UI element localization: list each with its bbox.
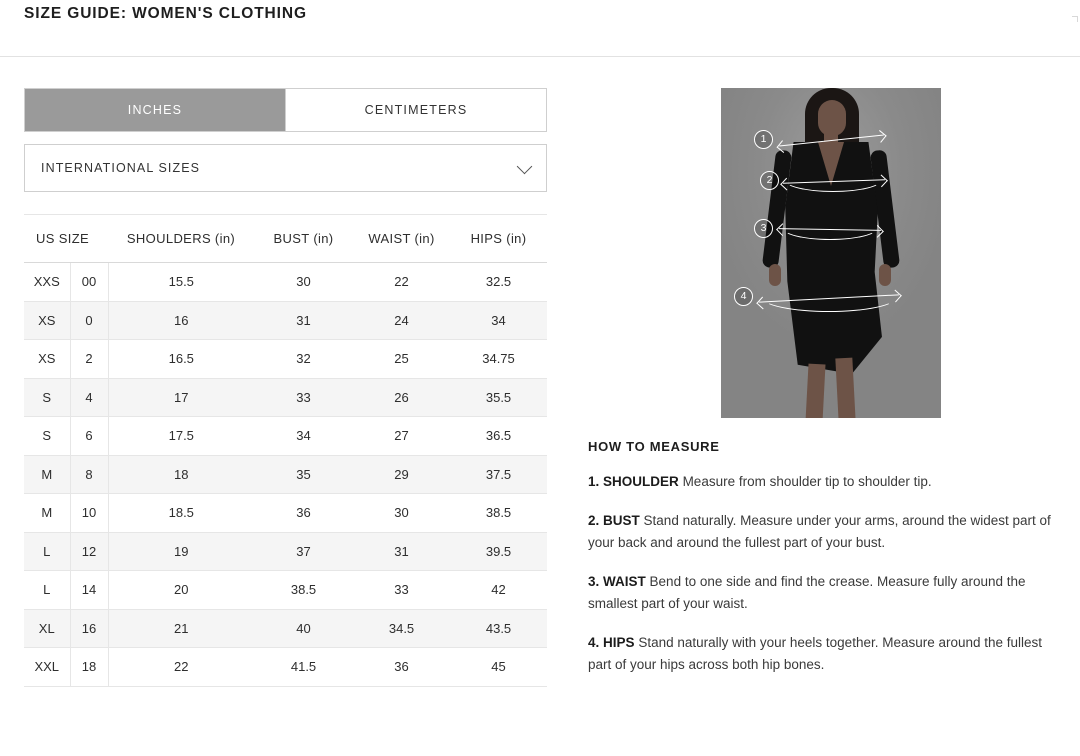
table-row — [24, 417, 547, 456]
cell-hips: 45 — [450, 648, 547, 687]
corner-decoration — [1072, 16, 1078, 22]
item-text: Bend to one side and find the crease. Measure fully around the smallest part of your waist. — [588, 574, 1026, 611]
cell-hips: 34 — [450, 301, 547, 340]
item-number: 4. — [588, 635, 600, 650]
unit-toggle — [24, 88, 547, 132]
item-text: Stand naturally with your heels together. Measure around the fullest part of your hips across both hip bones. — [588, 635, 1043, 672]
model-leg-left — [805, 364, 825, 418]
cell-bust: 31 — [254, 301, 353, 340]
measurement-diagram — [721, 88, 941, 418]
cell-us-letter: M — [24, 455, 70, 494]
cell-shoulders: 17 — [108, 378, 254, 417]
waist-measure-arc — [781, 214, 879, 240]
table-row — [24, 263, 547, 302]
model-hand-left — [769, 264, 781, 286]
marker-4-hips: 4 — [734, 287, 753, 306]
tab-centimeters[interactable]: CENTIMETERS — [285, 89, 546, 131]
cell-us-number: 14 — [70, 571, 108, 610]
cell-shoulders: 16 — [108, 301, 254, 340]
size-system-select[interactable] — [24, 144, 547, 192]
cell-us-number: 2 — [70, 340, 108, 379]
cell-bust: 37 — [254, 532, 353, 571]
cell-hips: 36.5 — [450, 417, 547, 456]
cell-waist: 33 — [353, 571, 450, 610]
cell-hips: 35.5 — [450, 378, 547, 417]
cell-us-letter: M — [24, 494, 70, 533]
marker-1-shoulder: 1 — [754, 130, 773, 149]
cell-bust: 30 — [254, 263, 353, 302]
how-to-measure-item-shoulder — [588, 471, 1058, 493]
item-text: Stand naturally. Measure under your arms, around the widest part of your back and around the fullest part of your bust. — [588, 513, 1051, 550]
model-face — [818, 100, 846, 136]
table-row — [24, 571, 547, 610]
cell-waist: 25 — [353, 340, 450, 379]
column-header-shoulders: SHOULDERS (in) — [108, 215, 254, 263]
page-title: SIZE GUIDE: WOMEN'S CLOTHING — [24, 5, 307, 22]
item-name: BUST — [603, 513, 640, 528]
cell-us-number: 10 — [70, 494, 108, 533]
cell-shoulders: 18.5 — [108, 494, 254, 533]
table-row — [24, 340, 547, 379]
cell-us-number: 18 — [70, 648, 108, 687]
cell-bust: 34 — [254, 417, 353, 456]
cell-hips: 38.5 — [450, 494, 547, 533]
cell-waist: 27 — [353, 417, 450, 456]
table-row — [24, 648, 547, 687]
item-text: Measure from shoulder tip to shoulder tip. — [682, 474, 932, 489]
cell-us-number: 8 — [70, 455, 108, 494]
cell-us-number: 00 — [70, 263, 108, 302]
cell-waist: 36 — [353, 648, 450, 687]
table-row — [24, 532, 547, 571]
how-to-measure-item-hips — [588, 632, 1058, 676]
item-number: 1. — [588, 474, 600, 489]
table-header-row — [24, 215, 547, 263]
cell-bust: 40 — [254, 609, 353, 648]
cell-us-number: 16 — [70, 609, 108, 648]
cell-hips: 42 — [450, 571, 547, 610]
cell-us-letter: XXL — [24, 648, 70, 687]
header-divider — [0, 56, 1080, 57]
model-hand-right — [879, 264, 891, 286]
cell-us-letter: XXS — [24, 263, 70, 302]
marker-2-bust: 2 — [760, 171, 779, 190]
cell-shoulders: 17.5 — [108, 417, 254, 456]
cell-us-number: 0 — [70, 301, 108, 340]
cell-waist: 29 — [353, 455, 450, 494]
cell-waist: 22 — [353, 263, 450, 302]
column-header-hips: HIPS (in) — [450, 215, 547, 263]
cell-shoulders: 15.5 — [108, 263, 254, 302]
size-system-value: INTERNATIONAL SIZES — [41, 161, 201, 175]
cell-waist: 30 — [353, 494, 450, 533]
table-row — [24, 455, 547, 494]
chevron-down-icon — [517, 159, 533, 175]
cell-us-number: 12 — [70, 532, 108, 571]
cell-shoulders: 21 — [108, 609, 254, 648]
cell-waist: 26 — [353, 378, 450, 417]
cell-hips: 43.5 — [450, 609, 547, 648]
item-name: WAIST — [603, 574, 646, 589]
cell-waist: 31 — [353, 532, 450, 571]
table-row — [24, 378, 547, 417]
cell-us-letter: L — [24, 532, 70, 571]
column-header-us-size: US SIZE — [24, 215, 108, 263]
table-row — [24, 494, 547, 533]
cell-us-letter: S — [24, 378, 70, 417]
marker-3-waist: 3 — [754, 219, 773, 238]
cell-us-number: 6 — [70, 417, 108, 456]
cell-bust: 33 — [254, 378, 353, 417]
cell-bust: 32 — [254, 340, 353, 379]
item-name: SHOULDER — [603, 474, 679, 489]
cell-hips: 39.5 — [450, 532, 547, 571]
column-header-bust: BUST (in) — [254, 215, 353, 263]
cell-hips: 37.5 — [450, 455, 547, 494]
table-row — [24, 301, 547, 340]
table-row — [24, 609, 547, 648]
cell-us-number: 4 — [70, 378, 108, 417]
size-table — [24, 214, 547, 687]
model-leg-right — [835, 358, 855, 418]
measure-guide-panel — [588, 88, 1058, 676]
cell-shoulders: 22 — [108, 648, 254, 687]
cell-hips: 34.75 — [450, 340, 547, 379]
column-header-waist: WAIST (in) — [353, 215, 450, 263]
item-number: 3. — [588, 574, 600, 589]
item-number: 2. — [588, 513, 600, 528]
item-name: HIPS — [603, 635, 635, 650]
cell-bust: 35 — [254, 455, 353, 494]
cell-us-letter: XS — [24, 340, 70, 379]
cell-hips: 32.5 — [450, 263, 547, 302]
how-to-measure-item-waist — [588, 571, 1058, 615]
cell-us-letter: XL — [24, 609, 70, 648]
cell-us-letter: XS — [24, 301, 70, 340]
cell-waist: 24 — [353, 301, 450, 340]
cell-shoulders: 19 — [108, 532, 254, 571]
cell-bust: 41.5 — [254, 648, 353, 687]
how-to-measure-item-bust — [588, 510, 1058, 554]
cell-us-letter: L — [24, 571, 70, 610]
cell-bust: 36 — [254, 494, 353, 533]
cell-shoulders: 16.5 — [108, 340, 254, 379]
tab-inches[interactable]: INCHES — [25, 89, 285, 131]
cell-shoulders: 20 — [108, 571, 254, 610]
cell-us-letter: S — [24, 417, 70, 456]
cell-bust: 38.5 — [254, 571, 353, 610]
cell-shoulders: 18 — [108, 455, 254, 494]
cell-waist: 34.5 — [353, 609, 450, 648]
how-to-measure-title: HOW TO MEASURE — [588, 439, 720, 454]
size-chart-panel — [24, 88, 547, 687]
